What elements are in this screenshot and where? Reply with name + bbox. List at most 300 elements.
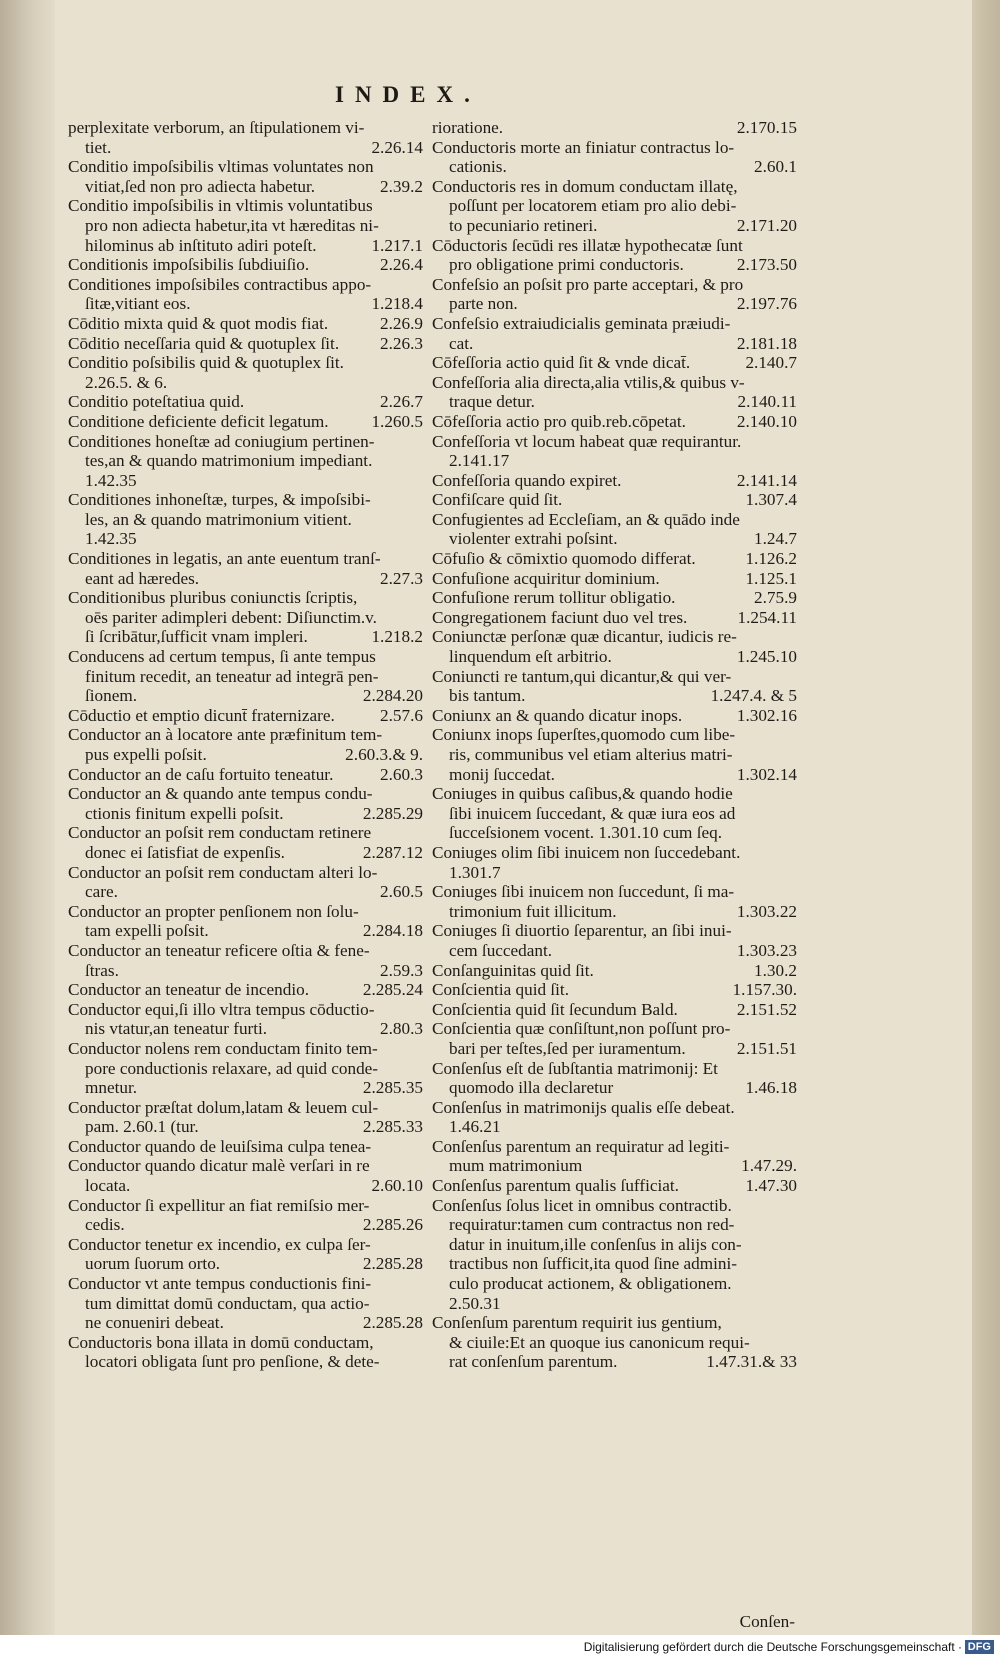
index-entry-text: Confuſione acquiritur dominium.: [432, 568, 660, 588]
index-entry-reference: 2.141.14: [736, 470, 797, 490]
index-entry-text: rat conſenſum parentum.: [449, 1352, 618, 1372]
index-entry-text: 1.46.21: [449, 1117, 501, 1137]
index-column-right: [432, 118, 797, 1372]
index-entry-continuation: [432, 1254, 797, 1274]
index-entry-reference: 1.303.22: [736, 901, 797, 921]
index-entry-heading: [432, 588, 797, 608]
index-entry: [68, 980, 423, 1000]
index-entry: [432, 471, 797, 491]
index-entry-text: Conductor quando dicatur malè verſari in re: [68, 1156, 370, 1176]
index-entry-text: Cōfeſſoria actio pro quib.reb.cōpetat.: [432, 411, 686, 431]
index-entry: [432, 980, 797, 1000]
index-entry-reference: 1.218.4: [371, 294, 423, 314]
index-entry-heading: [432, 412, 797, 432]
index-entry-text: 2.141.17: [449, 451, 510, 471]
index-entry-continuation: [432, 196, 797, 216]
index-entry-text: pore conductionis relaxare, ad quid conde-: [85, 1058, 379, 1078]
index-entry-reference: 1.126.2: [745, 549, 797, 569]
index-entry-text: Conſenſus in matrimonijs qualis eſſe debeat.: [432, 1097, 735, 1117]
index-entry-text: Cōductio et emptio dicunt̄ fraternizare.: [68, 705, 335, 725]
footer-bar: [0, 1635, 1000, 1657]
index-entry-reference: 1.247.4. & 5: [710, 686, 797, 706]
index-entry-reference: 2.285.26: [362, 1215, 423, 1235]
index-entry-continuation: [432, 451, 797, 471]
index-entry-continuation: [432, 255, 797, 275]
index-entry-continuation: [432, 804, 797, 824]
index-entry: [68, 549, 423, 588]
index-entry: [68, 1039, 423, 1098]
index-entry-text: Coniuges ſi diuortio ſeparentur, an ſibi inui-: [432, 921, 732, 941]
index-entry-reference: 2.26.4: [380, 255, 423, 275]
index-entry-heading: [432, 1196, 797, 1216]
index-entry-text: Congregationem faciunt duo vel tres.: [432, 607, 688, 627]
index-entry: [68, 314, 423, 334]
index-entry-heading: [68, 1196, 423, 1216]
index-entry: [432, 373, 797, 412]
index-entry-continuation: [68, 569, 423, 589]
index-entry-heading: [68, 412, 423, 432]
index-entry: [68, 1196, 423, 1235]
index-entry-continuation: [68, 608, 423, 628]
page-header: INDEX.: [335, 82, 481, 107]
index-entry-reference: 2.60.3.& 9.: [345, 745, 423, 764]
index-entry-reference: 2.57.6: [380, 705, 423, 725]
index-entry-heading: [68, 490, 423, 510]
index-entry-text: Conſenſus parentum qualis ſufficiat.: [432, 1176, 679, 1196]
index-entry-reference: 1.47.31.& 33: [706, 1352, 797, 1372]
index-entry-continuation: [68, 1215, 423, 1235]
index-entry-text: Conſanguinitas quid ſit.: [432, 960, 594, 980]
index-entry-text: Conditiones impoſsibiles contractibus appo-: [68, 274, 372, 294]
index-entry-heading: [68, 275, 423, 295]
index-entry: [68, 157, 423, 196]
index-entry-continuation: [432, 334, 797, 354]
index-entry-continuation: [432, 1039, 797, 1059]
index-entry-text: Cōductoris ſecūdi res illatæ hypothecatæ ſunt: [432, 235, 743, 255]
index-entry-heading: [432, 921, 797, 941]
index-entry-heading: [68, 1333, 423, 1353]
index-entry-text: monij ſuccedat.: [449, 764, 555, 784]
footer-credit: Digitalisierung gefördert durch die Deutsche Forschungsgemeinschaft ·: [583, 1640, 962, 1654]
index-entry-reference: 1.218.2: [371, 627, 423, 647]
index-entry-text: Conditione deficiente deficit legatum.: [68, 411, 329, 431]
index-entry-text: cedis.: [85, 1215, 125, 1235]
index-entry-text: Conducens ad certum tempus, ſi ante tempus: [68, 647, 376, 667]
index-entry-text: Cōfuſio & cōmixtio quomodo differat.: [432, 549, 696, 569]
index-entry: [432, 608, 797, 628]
index-entry-heading: [432, 608, 797, 628]
index-entry-text: tiet.: [85, 137, 112, 157]
index-entry-continuation: [432, 1352, 797, 1372]
index-entry-text: Conſenſus ſolus licet in omnibus contractib.: [432, 1195, 732, 1215]
index-entry: [432, 118, 797, 138]
index-entry-text: mum matrimonium: [449, 1156, 583, 1176]
index-entry-continuation: [68, 471, 423, 491]
index-entry-continuation: [68, 1117, 423, 1137]
index-entry-heading: [68, 706, 423, 726]
index-entry-heading: [432, 1176, 797, 1196]
index-entry: [432, 588, 797, 608]
index-entry-continuation: [432, 392, 797, 412]
index-entry-text: Coniuncti re tantum,qui dicantur,& qui ver-: [432, 666, 732, 686]
index-entry-heading: [432, 138, 797, 158]
index-entry-text: eant ad hæredes.: [85, 568, 200, 588]
index-entry-continuation: [432, 902, 797, 922]
index-entry-text: rioratione.: [432, 118, 504, 137]
index-entry-reference: 2.285.29: [362, 803, 423, 823]
index-entry-text: Conductor tenetur ex incendio, ex culpa ſer-: [68, 1234, 371, 1254]
index-entry: [68, 1235, 423, 1274]
index-entry-text: uorum ſuorum orto.: [85, 1254, 221, 1274]
index-entry-text: 1.301.7: [449, 862, 501, 882]
index-entry-heading: [432, 314, 797, 334]
index-entry-heading: [432, 843, 797, 863]
index-entry: [68, 1098, 423, 1137]
index-entry-reference: 2.197.76: [736, 294, 797, 314]
index-entry: [68, 725, 423, 764]
index-entry-reference: 1.302.14: [736, 764, 797, 784]
index-entry-heading: [68, 784, 423, 804]
index-entry-heading: [68, 118, 423, 138]
index-entry-reference: 2.170.15: [736, 118, 797, 137]
index-entry-text: Conductoris bona illata in domū conductam,: [68, 1332, 374, 1352]
index-entry: [68, 1156, 423, 1195]
index-entry-heading: [432, 549, 797, 569]
index-entry-continuation: [68, 510, 423, 530]
index-entry-text: Conductor an teneatur de incendio.: [68, 980, 310, 1000]
index-entry-text: Conductor an teneatur reficere oſtia & fene-: [68, 940, 370, 960]
index-entry-heading: [432, 510, 797, 530]
index-entry-continuation: [432, 863, 797, 883]
index-entry-continuation: [68, 177, 423, 197]
index-entry-heading: [68, 725, 423, 745]
index-entry-continuation: [68, 961, 423, 981]
index-entry-text: Cōditio neceſſaria quid & quotuplex ſit.: [68, 333, 340, 353]
index-entry-reference: 2.39.2: [380, 176, 423, 196]
index-entry-continuation: [432, 1294, 797, 1314]
index-entry-heading: [432, 432, 797, 452]
index-entry-continuation: [432, 765, 797, 785]
index-entry-text: ſionem.: [85, 686, 138, 706]
index-entry-text: quomodo illa declaretur: [449, 1078, 614, 1098]
index-entry: [432, 1019, 797, 1058]
index-entry-reference: 2.26.9: [380, 313, 423, 333]
index-entry-text: Conductor vt ante tempus conductionis fini-: [68, 1274, 372, 1294]
index-entry-reference: 2.285.33: [362, 1117, 423, 1137]
index-entry-reference: 1.24.7: [754, 529, 797, 549]
index-entry: [432, 138, 797, 177]
index-entry: [68, 432, 423, 491]
index-entry-text: Cōfeſſoria actio quid ſit & vnde dicat̄.: [432, 353, 691, 373]
index-entry-text: linquendum eſt arbitrio.: [449, 647, 612, 667]
index-entry-continuation: [68, 1254, 423, 1274]
index-entry-text: Conditio impoſsibilis in vltimis voluntatibus: [68, 196, 373, 216]
index-entry-heading: [68, 1156, 423, 1176]
index-entry-text: Confeſſoria alia directa,alia vtilis,& quibus v-: [432, 372, 745, 392]
index-entry-reference: 2.285.28: [362, 1254, 423, 1274]
index-entry: [432, 1098, 797, 1137]
index-entry-text: les, an & quando matrimonium vitient.: [85, 509, 352, 529]
index-entry-text: ris, communibus vel etiam alterius matri-: [449, 745, 733, 764]
index-entry-text: ctionis finitum expelli poſsit.: [85, 803, 284, 823]
index-entry-heading: [432, 490, 797, 510]
index-entry: [432, 275, 797, 314]
index-entry-heading: [68, 1098, 423, 1118]
index-entry: [68, 1000, 423, 1039]
index-entry-continuation: [432, 745, 797, 765]
index-entry-text: ſibi inuicem ſuccedant, & quæ iura eos ad: [449, 803, 736, 823]
index-entry-reference: 2.59.3: [380, 960, 423, 980]
index-entry-reference: 2.171.20: [736, 215, 797, 235]
index-entry-reference: 2.26.7: [380, 392, 423, 412]
index-entry-text: Coniuges in quibus caſibus,& quando hodie: [432, 784, 733, 804]
index-entry-text: Conditio impoſsibilis vltimas voluntates non: [68, 157, 374, 177]
index-entry-heading: [68, 765, 423, 785]
index-entry: [68, 647, 423, 706]
index-entry-reference: 2.26.3: [380, 333, 423, 353]
index-entry: [432, 569, 797, 589]
index-entry-reference: 2.80.3: [380, 1019, 423, 1039]
index-entry-reference: 2.285.35: [362, 1078, 423, 1098]
index-entry-text: Confeſſoria vt locum habeat quæ requirantur.: [432, 431, 742, 451]
index-entry-heading: [432, 177, 797, 197]
catchword: Conſen-: [739, 1612, 795, 1631]
index-entry-heading: [68, 255, 423, 275]
index-entry: [432, 725, 797, 784]
index-entry-text: Conſcientia quid ſit.: [432, 980, 570, 1000]
index-entry: [432, 510, 797, 549]
index-entry-reference: 1.303.23: [736, 940, 797, 960]
index-entry-text: Conductor nolens rem conductam finito tem-: [68, 1038, 378, 1058]
index-entry: [432, 961, 797, 981]
index-entry-text: Cōditio mixta quid & quot modis fiat.: [68, 313, 329, 333]
index-entry-reference: 2.27.3: [380, 568, 423, 588]
index-entry-continuation: [432, 1117, 797, 1137]
index-entry-text: bari per teſtes,ſed per iuramentum.: [449, 1038, 686, 1058]
index-entry: [432, 490, 797, 510]
index-entry-text: donec ei ſatisfiat de expenſis.: [85, 842, 285, 862]
index-entry-continuation: [68, 294, 423, 314]
index-entry-heading: [432, 706, 797, 726]
index-entry-text: Confeſsio extraiudicialis geminata præiudi-: [432, 313, 731, 333]
page-gutter-shadow: [0, 0, 55, 1657]
index-entry: [432, 1137, 797, 1176]
index-entry-heading: [432, 471, 797, 491]
index-entry-text: 1.42.35: [85, 470, 137, 490]
index-entry-text: Coniunctæ perſonæ quæ dicantur, iudicis re-: [432, 627, 737, 647]
index-entry-text: requiratur:tamen cum contractus non red-: [449, 1215, 735, 1235]
index-entry-text: locata.: [85, 1176, 131, 1196]
index-entry-text: & ciuile:Et an quoque ius canonicum requi-: [449, 1332, 750, 1352]
index-entry: [432, 1196, 797, 1314]
index-entry-continuation: [68, 1019, 423, 1039]
index-entry-continuation: [68, 529, 423, 549]
index-entry-text: locatori obligata ſunt pro penſione, & dete-: [85, 1352, 380, 1372]
index-entry-reference: 2.287.12: [362, 842, 423, 862]
index-entry-text: violenter extrahi poſsint.: [449, 529, 618, 549]
index-entry-continuation: [432, 1274, 797, 1294]
index-entry-continuation: [68, 236, 423, 256]
index-entry-text: bis tantum.: [449, 686, 526, 706]
index-entry: [432, 353, 797, 373]
index-entry: [432, 1000, 797, 1020]
index-entry: [68, 1137, 423, 1157]
index-entry: [68, 941, 423, 980]
index-entry: [432, 882, 797, 921]
index-entry-continuation: [68, 216, 423, 236]
index-entry-heading: [68, 334, 423, 354]
index-entry-continuation: [68, 451, 423, 471]
index-entry-reference: 1.157.30.: [732, 980, 797, 1000]
index-entry-text: cationis.: [449, 157, 507, 177]
index-entry-heading: [432, 236, 797, 256]
index-entry-text: cem ſuccedant.: [449, 940, 553, 960]
index-entry-heading: [432, 667, 797, 687]
index-entry-continuation: [432, 1078, 797, 1098]
index-entry-heading: [432, 784, 797, 804]
index-entry-text: Coniunx an & quando dicatur inops.: [432, 705, 683, 725]
index-entry-text: Confuſione rerum tollitur obligatio.: [432, 588, 676, 608]
index-entry-text: ne conueniri debeat.: [85, 1313, 224, 1333]
index-entry-text: nis vtatur,an teneatur furti.: [85, 1019, 268, 1039]
index-entry-continuation: [432, 216, 797, 236]
index-entry-heading: [68, 392, 423, 412]
index-entry-continuation: [432, 941, 797, 961]
index-entry-reference: 2.284.18: [362, 921, 423, 941]
index-entry-text: trimonium fuit illicitum.: [449, 901, 617, 921]
index-entry-continuation: [68, 745, 423, 765]
index-entry: [68, 784, 423, 823]
index-entry-reference: 2.140.11: [737, 392, 797, 412]
index-entry-text: Conditio poteſtatiua quid.: [68, 392, 245, 412]
index-entry-continuation: [68, 804, 423, 824]
index-entry-continuation: [68, 1078, 423, 1098]
index-entry-text: 1.42.35: [85, 529, 137, 549]
index-entry-heading: [68, 1274, 423, 1294]
index-entry-heading: [68, 549, 423, 569]
index-entry-continuation: [68, 373, 423, 393]
index-entry-text: Conſenſum parentum requirit ius gentium,: [432, 1313, 722, 1333]
index-column-left: [68, 118, 423, 1372]
index-entry-reference: 2.60.3: [380, 764, 423, 784]
index-entry: [68, 353, 423, 392]
index-entry-reference: 1.302.16: [736, 705, 797, 725]
index-entry-heading: [432, 725, 797, 745]
index-entry-text: Conſenſus parentum an requiratur ad legiti-: [432, 1136, 730, 1156]
index-entry: [432, 177, 797, 236]
index-entry-reference: 1.30.2: [754, 960, 797, 980]
index-entry-text: 2.50.31: [449, 1293, 501, 1313]
index-entry-heading: [432, 1313, 797, 1333]
index-entry-text: Conductor ſi expellitur an fiat remiſsio mer-: [68, 1195, 370, 1215]
index-entry-heading: [432, 1000, 797, 1020]
index-entry-text: Confeſsio an poſsit pro parte acceptari, & pro: [432, 274, 744, 294]
index-entry-heading: [68, 863, 423, 883]
index-entry-text: Conductoris morte an finiatur contractus lo-: [432, 137, 735, 157]
index-entry-continuation: [432, 1235, 797, 1255]
dfg-logo: DFG: [965, 1640, 994, 1654]
index-entry-reference: 2.140.7: [745, 353, 797, 373]
index-entry: [68, 275, 423, 314]
index-entry-reference: 2.140.10: [736, 411, 797, 431]
index-entry-text: to pecuniario retineri.: [449, 215, 598, 235]
index-entry-text: datur in inuitum,ille conſenſus in alijs con-: [449, 1234, 742, 1254]
index-entry: [68, 412, 423, 432]
index-entry-heading: [432, 961, 797, 981]
index-entry-continuation: [432, 823, 797, 843]
index-entry-text: Conſcientia quid ſit ſecundum Bald.: [432, 999, 678, 1019]
index-entry-reference: 2.151.51: [736, 1038, 797, 1058]
index-entry-text: tes,an & quando matrimonium impediant.: [85, 451, 373, 471]
index-entry: [68, 392, 423, 412]
index-entry-text: Conſcientia quæ conſiſtunt,non poſſunt pro-: [432, 1019, 731, 1039]
index-entry: [432, 843, 797, 882]
index-entry-heading: [432, 118, 797, 138]
index-entry-continuation: [68, 138, 423, 158]
index-entry: [432, 314, 797, 353]
index-entry-text: tam expelli poſsit.: [85, 921, 209, 941]
index-entry: [68, 334, 423, 354]
index-entry-heading: [68, 157, 423, 177]
index-entry: [432, 1059, 797, 1098]
index-entry: [432, 1176, 797, 1196]
index-entry-continuation: [68, 1352, 423, 1372]
index-entry: [68, 863, 423, 902]
index-entry-reference: 1.307.4: [745, 490, 797, 510]
index-entry-text: hilominus ab inſtituto adiri poteſt.: [85, 235, 317, 255]
index-entry-continuation: [68, 627, 423, 647]
index-entry-text: Conductor an de caſu fortuito teneatur.: [68, 764, 334, 784]
index-entry: [68, 196, 423, 255]
index-entry-reference: 2.60.1: [754, 157, 797, 177]
index-entry-text: ſucceſsionem vocent. 1.301.10 cum ſeq.: [449, 823, 723, 843]
index-entry-heading: [432, 1137, 797, 1157]
index-entry-heading: [432, 373, 797, 393]
index-entry-text: Conductor an & quando ante tempus condu-: [68, 784, 373, 804]
index-entry-heading: [432, 980, 797, 1000]
index-entry-text: Coniuges olim ſibi inuicem non ſuccedebant.: [432, 842, 741, 862]
index-entry-text: mnetur.: [85, 1078, 138, 1098]
index-entry: [432, 1313, 797, 1372]
index-entry-text: Conductor præſtat dolum,latam & leuem cul-: [68, 1097, 379, 1117]
index-entry-text: Conductoris res in domum conductam illatę,: [432, 176, 738, 196]
index-entry: [432, 549, 797, 569]
index-entry-continuation: [432, 529, 797, 549]
index-entry-reference: 1.245.10: [736, 647, 797, 667]
index-entry-heading: [432, 569, 797, 589]
index-entry-text: Conductor an propter penſionem non ſolu-: [68, 901, 359, 921]
index-entry-text: Conditiones in legatis, an ante euentum tranſ-: [68, 549, 381, 569]
index-entry-text: Conditiones honeſtæ ad coniugium pertinen-: [68, 431, 375, 451]
index-entry-text: cat.: [449, 333, 474, 353]
index-entry-heading: [68, 1137, 423, 1157]
index-entry-text: Conditiones inhoneſtæ, turpes, & impoſsibi-: [68, 490, 371, 510]
index-entry-continuation: [68, 667, 423, 687]
index-entry: [68, 588, 423, 647]
index-entry-continuation: [68, 1294, 423, 1314]
index-entry-text: ſi ſcribātur,ſufficit vnam impleri.: [85, 627, 308, 647]
index-entry-heading: [68, 647, 423, 667]
index-entry-text: perplexitate verborum, an ſtipulationem vi-: [68, 118, 365, 137]
index-entry-text: Confiſcare quid ſit.: [432, 490, 563, 510]
index-entry: [68, 118, 423, 157]
index-entry-text: pro non adiecta habetur,ita vt hæreditas ni-: [85, 215, 379, 235]
index-entry-text: Conductor equi,ſi illo vltra tempus cōductio-: [68, 999, 375, 1019]
index-entry-continuation: [68, 882, 423, 902]
index-entry-text: parte non.: [449, 294, 518, 314]
index-entry-heading: [68, 588, 423, 608]
index-entry-text: tractibus non ſufficit,ita quod ſine admini-: [449, 1254, 737, 1274]
